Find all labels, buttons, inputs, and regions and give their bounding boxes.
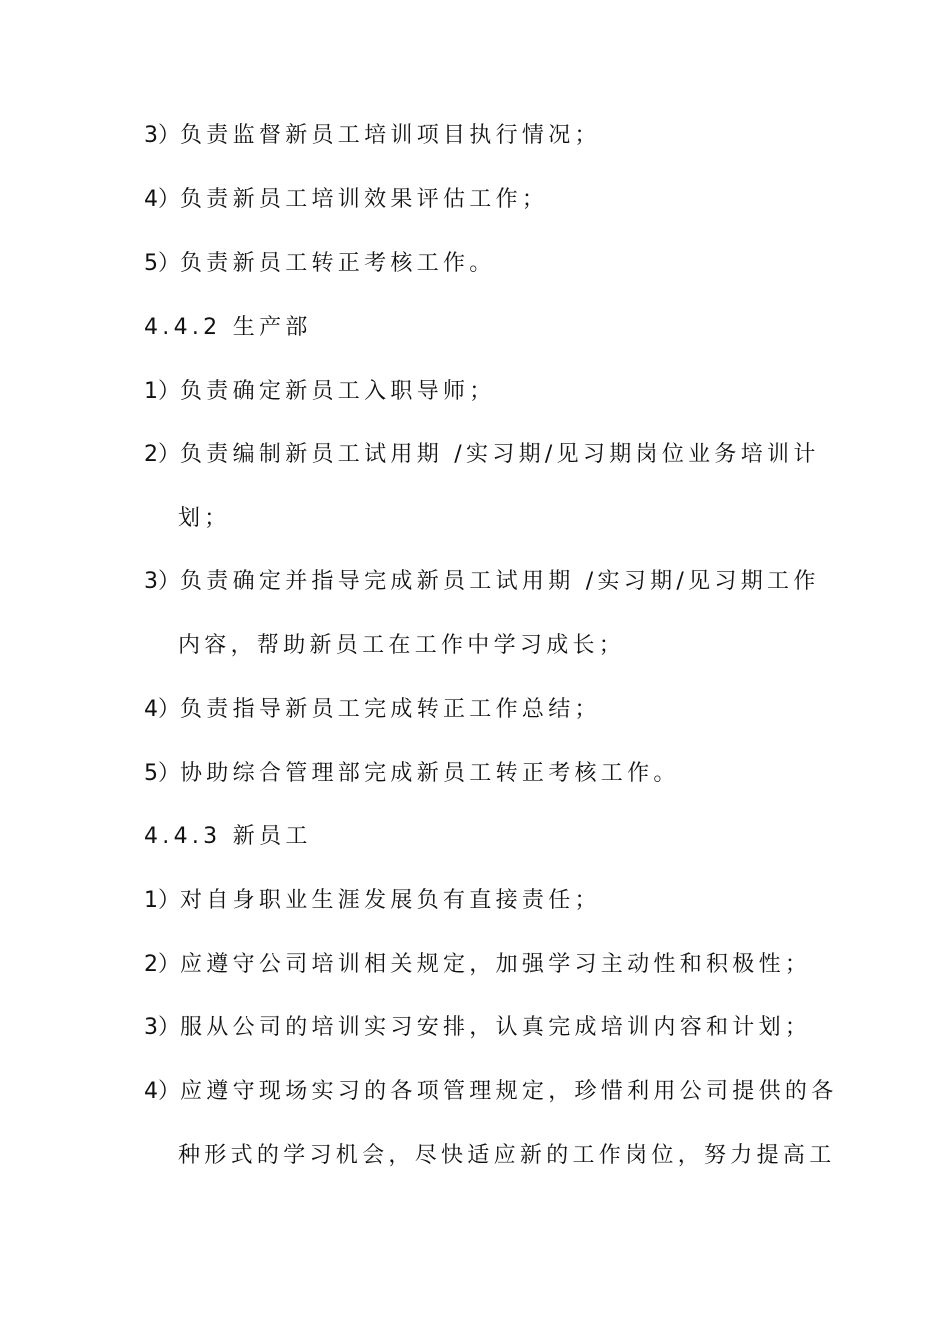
list-item-text: 负责确定新员工入职导师； [180, 379, 496, 404]
list-item-number: 3） [144, 123, 180, 148]
list-item [144, 1013, 811, 1043]
list-item-text: 负责监督新员工培训项目执行情况； [180, 123, 601, 148]
list-item-text: 负责新员工培训效果评估工作； [180, 187, 549, 212]
list-item-text: 负责新员工转正考核工作。 [180, 251, 496, 276]
list-item-number: 1） [144, 888, 180, 913]
list-item [144, 950, 811, 980]
list-item [144, 886, 601, 916]
list-item-number: 4） [144, 1079, 180, 1104]
list-item-text: 应遵守现场实习的各项管理规定，珍惜利用公司提供的各 [180, 1079, 838, 1104]
list-item-number: 2） [144, 952, 180, 977]
list-item-text: 对自身职业生涯发展负有直接责任； [180, 888, 601, 913]
list-item-text: 负责确定并指导完成新员工试用期 /实习期/见习期工作 [180, 569, 820, 594]
section-heading: 4.4.3 新员工 [144, 824, 312, 849]
list-item-continuation: 内容，帮助新员工在工作中学习成长； [178, 633, 626, 658]
list-item [144, 759, 680, 789]
section-heading: 4.4.2 生产部 [144, 315, 312, 340]
list-item [144, 121, 601, 151]
list-item-number: 3） [144, 569, 180, 594]
list-item-continuation: 种形式的学习机会，尽快适应新的工作岗位，努力提高工 [178, 1143, 836, 1168]
list-item-text: 负责编制新员工试用期 /实习期/见习期岗位业务培训计 [180, 442, 820, 467]
list-item [144, 1077, 838, 1107]
list-item-number: 4） [144, 697, 180, 722]
list-item [144, 249, 496, 279]
list-item [144, 695, 601, 725]
list-item [144, 185, 548, 215]
list-item-text: 协助综合管理部完成新员工转正考核工作。 [180, 761, 680, 786]
list-item-continuation: 划； [178, 506, 231, 531]
list-item-number: 3） [144, 1015, 180, 1040]
list-item-number: 5） [144, 251, 180, 276]
list-item-number: 1） [144, 379, 180, 404]
list-item [144, 567, 820, 597]
list-item-number: 5） [144, 761, 180, 786]
list-item-number: 2） [144, 442, 180, 467]
list-item-text: 服从公司的培训实习安排，认真完成培训内容和计划； [180, 1015, 812, 1040]
list-item-text: 应遵守公司培训相关规定，加强学习主动性和积极性； [180, 952, 812, 977]
list-item-number: 4） [144, 187, 180, 212]
list-item [144, 377, 496, 407]
list-item-text: 负责指导新员工完成转正工作总结； [180, 697, 601, 722]
list-item [144, 440, 820, 470]
